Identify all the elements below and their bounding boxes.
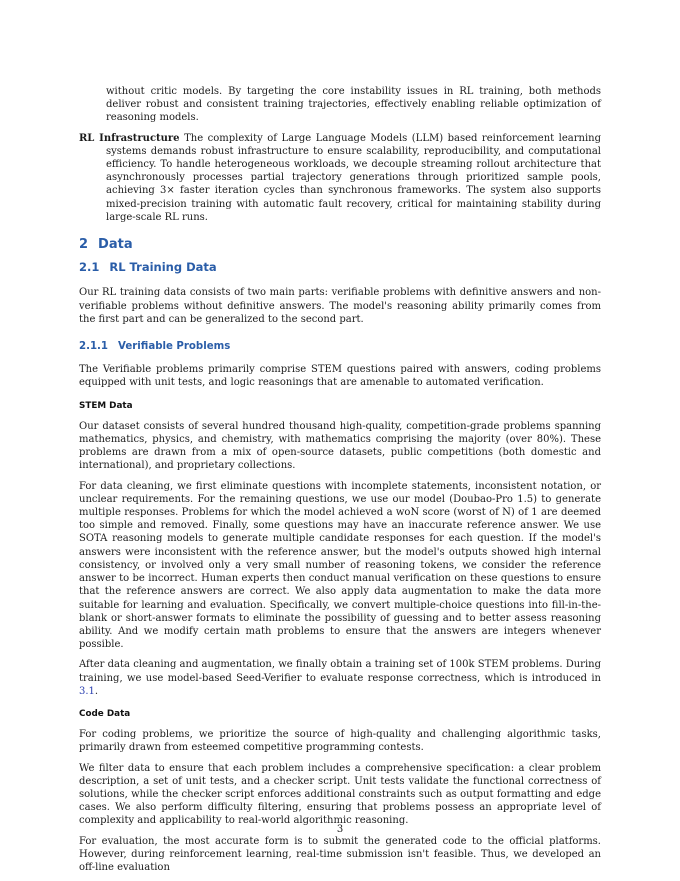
rl-infrastructure-paragraph xyxy=(79,132,601,224)
stem-paragraph-3-end: . xyxy=(94,685,99,697)
subsection-title: RL Training Data xyxy=(109,260,217,275)
code-paragraph-2: We filter data to ensure that each problem includes a comprehensive specification: a clear problem description, a set of unit tests, and a checker script. Unit tests validate the functional correctness of solutions, while the checker script enforces additional constraints such as output formatting and edge cases. We also perform difficulty filtering, ensuring that problems possess an appropriate level of complexity and applicability to real-world algorithmic reasoning. xyxy=(79,762,601,827)
subsubsection-number: 2.1.1 xyxy=(79,341,109,353)
page-body xyxy=(79,85,601,881)
subsection-number: 2.1 xyxy=(79,260,100,275)
page-number: 3 xyxy=(336,824,344,835)
rl-infrastructure-heading: RL Infrastructure xyxy=(79,132,180,144)
stem-data-heading: STEM Data xyxy=(79,400,133,411)
section-reference-link[interactable]: 3.1 xyxy=(79,685,95,697)
subsection-heading xyxy=(79,261,601,274)
verifiable-problems-paragraph: The Verifiable problems primarily comprise STEM questions paired with answers, coding problems equipped with unit tests, and logic reasonings that are amenable to automated verification. xyxy=(79,364,601,389)
rl-infrastructure-text: The complexity of Large Language Models (LLM) based reinforcement learning systems demands robust infrastructure to ensure scalability, reproducibility, and computational efficiency. To handle heterogeneous workloads, we decouple streaming rollout architecture that asynchronously processes partial trajectory generations through prioritized sample pools, achieving 3× faster iteration cycles than synchronous frameworks. The system also supports mixed-precision training with automatic fault recovery, critical for maintaining stability during large-scale RL runs. xyxy=(106,132,602,223)
subsubsection-title: Verifiable Problems xyxy=(118,341,231,353)
code-paragraph-1: For coding problems, we prioritize the source of high-quality and challenging algorithmic tasks, primarily drawn from esteemed competitive programming contests. xyxy=(79,729,601,754)
stem-paragraph-2: For data cleaning, we first eliminate questions with incomplete statements, inconsistent notation, or unclear requirements. For the remaining questions, we use our model (Doubao-Pro 1.5) to generate multiple responses. Problems for which the model achieved a woN score (worst of N) of 1 are deemed too simple and removed. Finally, some questions may have an inaccurate reference answer. We use SOTA reasoning models to generate multiple candidate responses for each question. If the model's answers were inconsistent with the reference answer, but the model's outputs showed high internal consistency, or involved only a very small number of reasoning tokens, we consider the reference answer to be incorrect. Human experts then conduct manual verification on these questions to ensure that the reference answers are correct. We also apply data augmentation to make the data more suitable for learning and evaluation. Specifically, we convert multiple-choice questions into fill-in-the-blank or short-answer formats to eliminate the possibility of guessing and to better assess reasoning ability. And we modify certain math problems to ensure that the answers are integers whenever possible. xyxy=(79,480,601,651)
continued-paragraph: without critic models. By targeting the core instability issues in RL training, both methods deliver robust and consistent training trajectories, effectively enabling reliable optimization of reasoning models. xyxy=(106,86,601,124)
stem-paragraph-3-text: After data cleaning and augmentation, we finally obtain a training set of 100k STEM problems. During training, we use model-based Seed-Verifier to evaluate response correctness, which is introduced in xyxy=(79,659,601,684)
section-heading xyxy=(79,238,601,251)
code-data-heading: Code Data xyxy=(79,708,131,719)
stem-paragraph-3 xyxy=(79,658,601,698)
section-number: 2 xyxy=(79,237,89,253)
subsubsection-heading xyxy=(79,340,601,353)
rl-training-data-paragraph: Our RL training data consists of two main parts: verifiable problems with definitive answers and non-verifiable problems without definitive answers. The model's reasoning ability primarily comes from the first part and can be generalized to the second part. xyxy=(79,287,601,325)
stem-paragraph-1: Our dataset consists of several hundred thousand high-quality, competition-grade problems spanning mathematics, physics, and chemistry, with mathematics comprising the majority (over 80%). These problems are drawn from a mix of open-source datasets, public competitions (both domestic and international), and proprietary collections. xyxy=(79,420,601,472)
section-title: Data xyxy=(98,237,133,253)
code-paragraph-3: For evaluation, the most accurate form is to submit the generated code to the official platforms. However, during reinforcement learning, real-time submission isn't feasible. Thus, we developed an off-line evaluation xyxy=(79,835,601,873)
